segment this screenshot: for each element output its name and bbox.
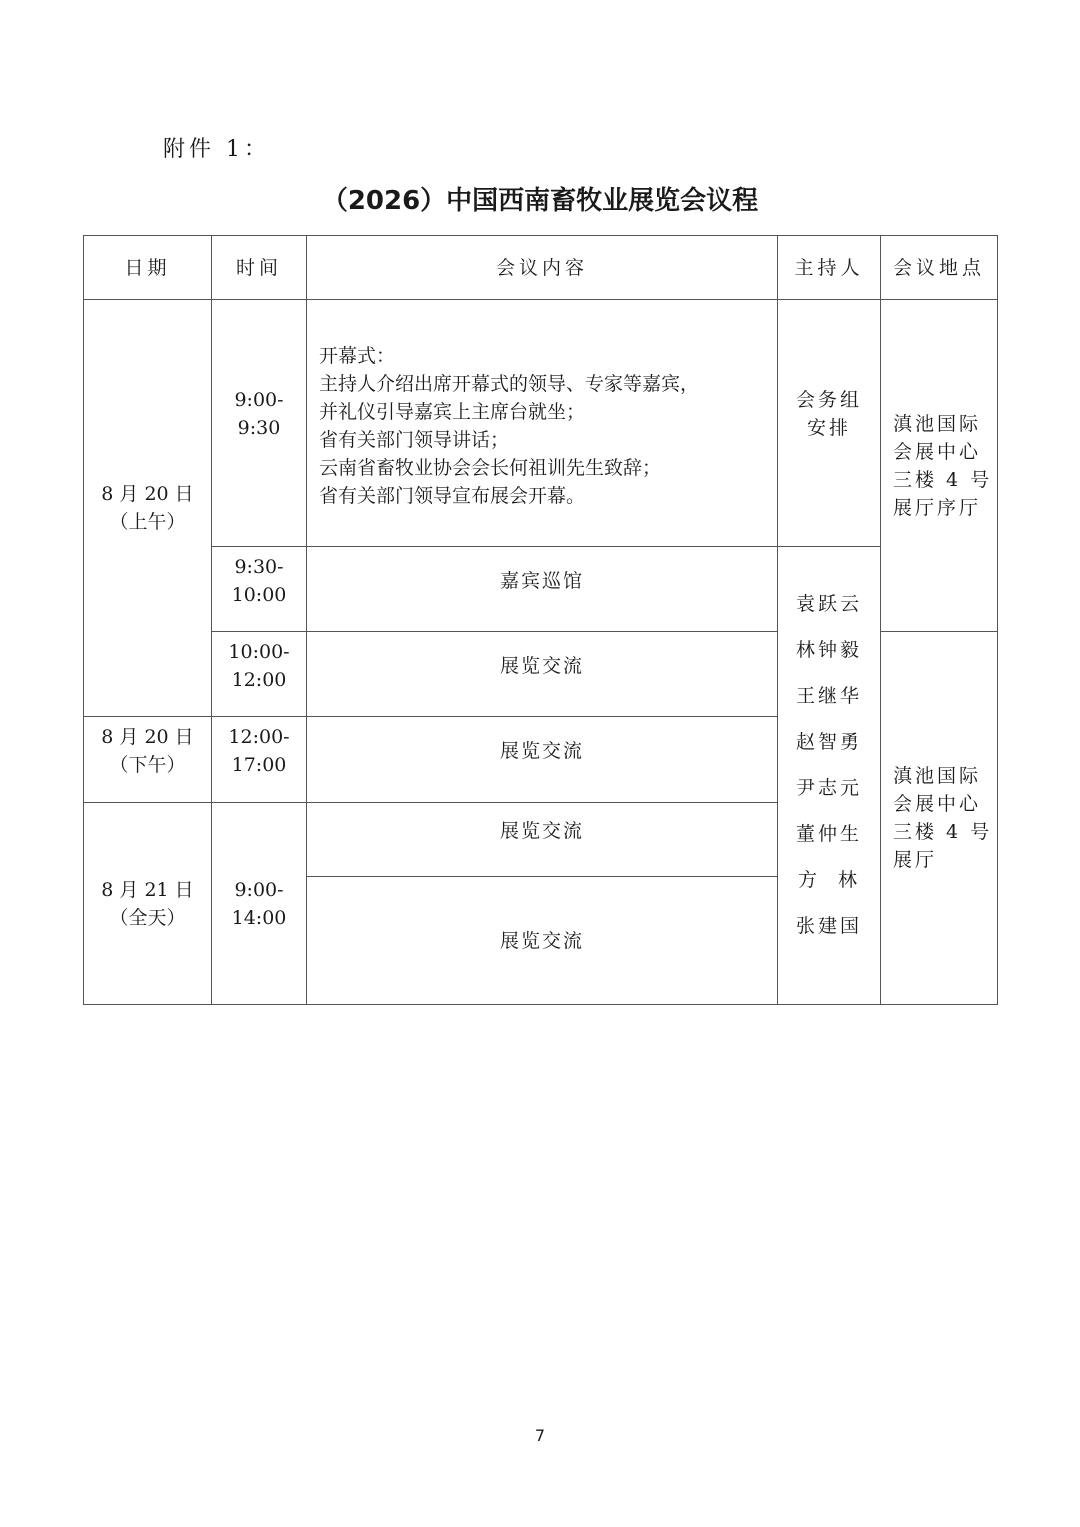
host-cell-organizer [778,300,881,547]
content-cell: 嘉宾巡馆 [307,547,778,632]
date-cell-aug21 [84,803,212,1005]
host-name: 林钟毅 [795,639,862,661]
content-line: 省有关部门领导宣布展会开幕。 [319,485,586,507]
venue-line: 会展中心 [893,793,982,815]
time-cell [212,717,307,803]
date-cell-aug20-am [84,300,212,717]
content-cell: 展览交流 [307,803,778,877]
content-line: 并礼仪引导嘉宾上主席台就坐； [319,401,586,423]
page-number: 7 [534,1426,546,1445]
page-title: （2026）中国西南畜牧业展览会议程 [321,186,759,216]
time-start: 9:00- [234,878,284,901]
venue-line: 三楼 4 号 [893,821,993,843]
table-row [84,300,998,547]
host-name: 张建国 [795,915,862,937]
opening-ceremony-content [307,300,778,547]
content-line: 省有关部门领导讲话； [319,429,510,451]
time-end: 10:00 [231,584,287,606]
host-name: 尹志元 [795,777,862,799]
host-name: 袁跃云 [795,593,862,615]
host-name: 王继华 [795,685,862,707]
venue-line: 展厅序厅 [893,496,982,519]
time-cell [212,803,307,1005]
date-period: （上午） [109,511,186,533]
header-content: 会议内容 [307,236,778,300]
date-line: 8 月 20 日 [101,483,194,505]
header-time: 时间 [212,236,307,300]
host-name: 董仲生 [795,823,862,845]
host-list-cell [778,547,881,1005]
date-line: 8 月 20 日 [101,726,194,748]
table-header-row [84,236,998,300]
host-name: 方 林 [797,869,861,891]
time-end: 9:30 [237,417,281,439]
venue-line: 滇池国际 [893,765,982,787]
host-line: 安排 [806,417,851,439]
content-line: 主持人介绍出席开幕式的领导、专家等嘉宾， [319,373,700,395]
time-start: 9:30- [234,556,284,578]
header-host: 主持人 [778,236,881,300]
venue-cell-hall [881,632,998,1005]
venue-line: 会展中心 [893,440,982,463]
host-line: 会务组 [795,389,862,411]
date-cell-aug20-pm [84,717,212,803]
date-period: （全天） [109,906,186,929]
time-cell [212,547,307,632]
agenda-table [83,235,998,1005]
host-name: 赵智勇 [795,731,862,753]
date-line: 8 月 21 日 [101,878,194,901]
attachment-label: 附件 1： [163,137,270,162]
content-line: 开幕式： [319,345,396,367]
content-cell: 展览交流 [307,717,778,803]
header-venue: 会议地点 [881,236,998,300]
table-row [84,547,998,632]
time-start: 9:00- [234,389,284,411]
header-date: 日期 [84,236,212,300]
time-cell [212,300,307,547]
content-line: 云南省畜牧业协会会长何祖训先生致辞； [319,457,662,479]
content-cell: 展览交流 [307,632,778,717]
time-start: 12:00- [228,726,290,748]
venue-line: 展厅 [893,849,938,871]
time-end: 17:00 [231,754,287,776]
venue-cell-lobby [881,300,998,632]
content-cell: 展览交流 [307,877,778,1005]
date-period: （下午） [109,754,186,776]
time-end: 12:00 [231,669,287,691]
time-cell [212,632,307,717]
venue-line: 三楼 4 号 [893,468,993,491]
time-end: 14:00 [231,906,287,929]
time-start: 10:00- [228,641,290,663]
venue-line: 滇池国际 [893,412,982,435]
